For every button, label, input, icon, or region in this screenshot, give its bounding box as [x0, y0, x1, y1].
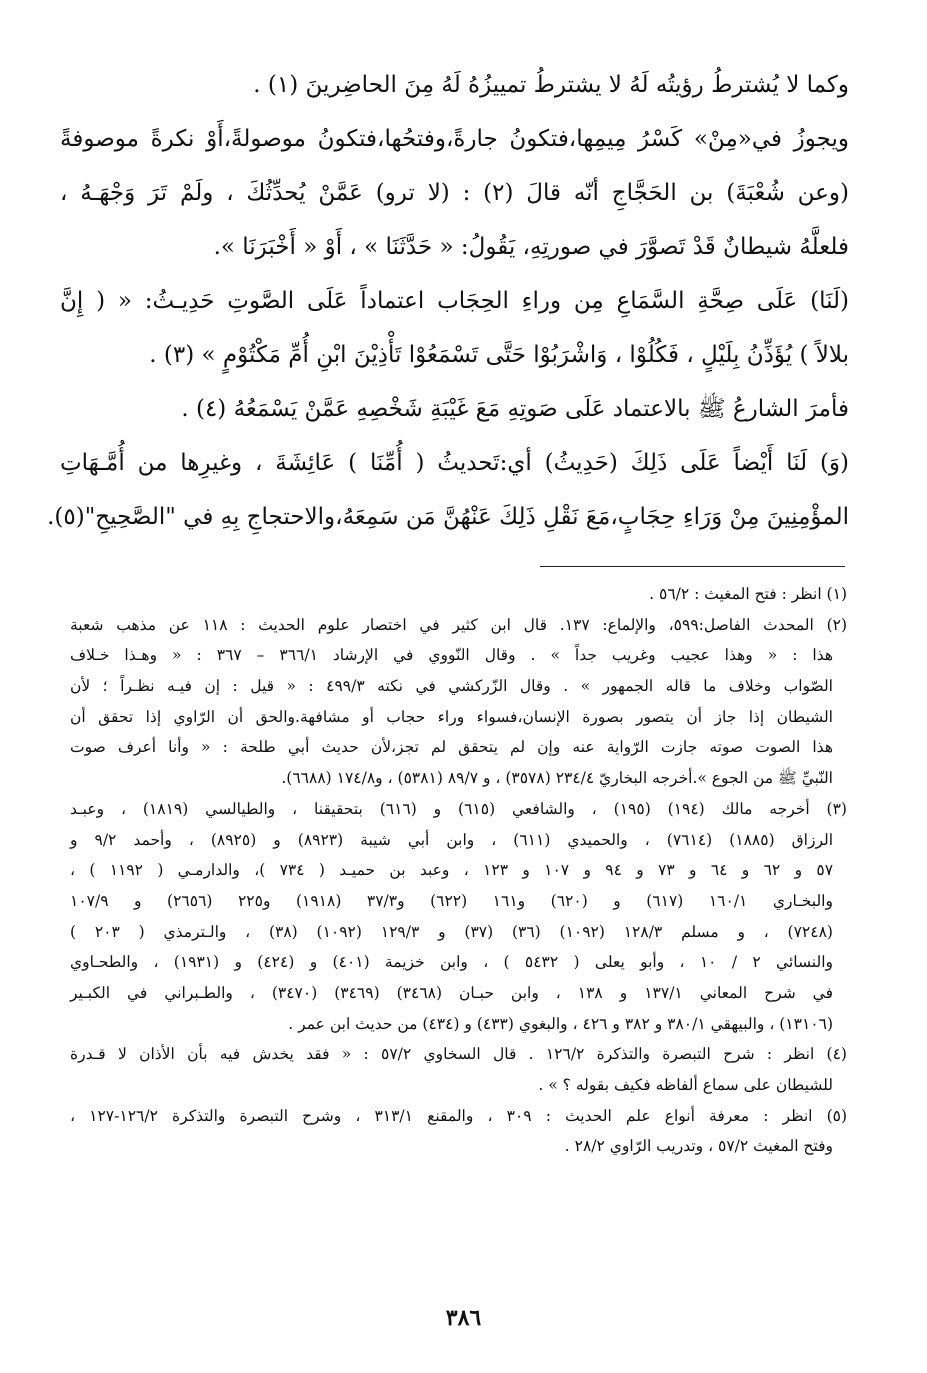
main-line: (وَ) لَنَا أَيْضاً عَلَى ذَلِكَ (حَدِيثُ) أي:تَحديثُ ( أُمِّنَا ) عَائِشَةَ ، وغيرِها من أُمَّـهَاتِ — [60, 450, 849, 476]
footnote-line: (٥) انظر : معرفة أنواع علم الحديث : ٣٠٩ ، والمقنع ٣١٣/١ ، وشرح التبصرة والتذكرة ١٢٦/٢-١٢٧ ، — [70, 1106, 848, 1125]
main-line: (لَنَا) عَلَى صِحَّةِ السَّمَاعِ مِن وراءِ الحِجَاب اعتماداً عَلَى الصَّوتِ حَدِيـثُ: « ( إِنَّ — [60, 288, 849, 314]
main-line: فأمرَ الشارعُ ﷺ بالاعتماد عَلَى صَوتِهِ مَعَ غَيْبَةِ شَخْصِهِ عَمَّنْ يَسْمَعُهُ (٤) . — [181, 396, 849, 422]
main-text — [47, 70, 849, 556]
main-line: (وعن شُعْبَةَ) بن الحَجَّاجِ أنّه قالَ (٢) : (لا ترو) عَمَّنْ يُحدِّثُكَ ، ولَمْ تَرَ وَجْهَـهُ ، — [60, 180, 849, 206]
footnotes — [70, 584, 847, 1167]
footnote-line: في شرح المعاني ١٣٧/١ و ١٣٨ ، وابن حبـان (٣٤٦٨) (٣٤٦٩) (٣٤٧٠) ، والطـبراني في الكبـير — [70, 983, 833, 1002]
footnote-line: الرزاق (١٨٨٥) (٧٦١٤) ، والحميدي (٦١١) ، وابن أبي شيبة (٨٩٢٣) و (٨٩٢٥) ، وأحمد ٩/٢ و — [70, 830, 834, 849]
footnote-line: (١) انظر : فتح المغيث : ٥٦/٢ . — [649, 585, 847, 603]
footnote-line: (٧٢٤٨) ، و مسلم ١٢٨/٣ (١٠٩٢) (٣٦) (٣٧) و ١٢٩/٣ (١٠٩٢) (٣٨) ، والـترمذي ( ٢٠٣ ) — [70, 922, 833, 941]
footnote-line: الشيطان إذا جاز أن يتصور بصورة الإنسان،فسواء وراء حجاب أو مشافهة.والحق أن الرّاوي إذا تحقق أن — [70, 707, 833, 726]
footnote-line: (١٣١٠٦) ، والبيهقي ٣٨٠/١ و ٣٨٢ و ٤٢٦ ، والبغوي (٤٣٣) و (٤٣٤) من حديث ابن عمر . — [288, 1014, 833, 1033]
footnote-line: والنسائي ٢ / ١٠ ، وأبو يعلى ( ٥٤٣٢ ) ، وابن خزيمة (٤٠١) و (٤٢٤) و (١٩٣١) ، والطحـاوي — [70, 953, 834, 972]
main-line: وكما لا يُشترطُ رؤيتُه لَهُ لا يشترطُ تمييزُهُ لَهُ مِنَ الحاضِرينَ (١) . — [253, 72, 849, 98]
page-number: ٣٨٦ — [445, 1305, 482, 1331]
footnote-line: للشيطان على سماع ألفاظه فكيف بقوله ؟ » . — [538, 1076, 833, 1094]
footnote-divider — [540, 566, 845, 567]
footnote-line: ٥٧ و ٦٢ و ٦٤ و ٧٣ و ٩٤ و ١٠٧ و ١٢٣ ، وعبد بن حميـد ( ٧٣٤ )، والدارمـي ( ١١٩٢ ) ، — [70, 861, 834, 880]
footnote-line: والبخـاري ١٦٠/١ (٦١٧) و (٦٢٠) و١٦١ (٦٢٢) و٣٧/٣ (١٩١٨) و٢٢٥ (٢٦٥٦) و ١٠٧/٩ — [70, 891, 833, 910]
footnote-line: الصّواب وخلاف ما قاله الجمهور » . وقال الزّركشي في نكته ٤٩٩/٣ : « قيل : إن فيـه نظـراً ؛ لأن — [70, 677, 833, 696]
footnote-line: النّبيِّ ﷺ من الجوع ».أخرجه البخاريّ ٢٣٤/٤ (٣٥٧٨) ، و ٨٩/٧ (٥٣٨١) ، و١٧٤/٨ (٦٦٨٨). — [281, 769, 833, 788]
footnote-line: هذا : « وهذا عجيب وغريب جداً » . وقال النّووي في الإرشاد ٣٦٦/١ – ٣٦٧ : « وهـذا خـلاف — [70, 646, 834, 665]
main-line: ويجوزُ في«مِنْ» كَسْرُ مِيمِها،فتكونُ جارةً،وفتحُها،فتكونُ موصولةً،أَوْ نكرةً موصوفةً — [60, 126, 849, 152]
footnote-line: (٤) انظر : شرح التبصرة والتذكرة ١٢٦/٢ . قال السخاوي ٥٧/٢ : « فقد يخدش فيه بأن الأذان لا قـدرة — [70, 1045, 847, 1064]
main-line: المؤْمِنِينَ مِنْ وَرَاءِ حِجَابٍ،مَعَ نَقْلِ ذَلِكَ عَنْهُنَّ مَن سَمِعَهُ،والاحتجاجِ بِهِ في "الصَّحِيحِ"(٥). — [47, 504, 849, 530]
main-line: فلعلَّهُ شيطانٌ قَدْ تَصوَّرَ في صورتِهِ، يَقُولُ: « حَدَّثَنَا » ، أَوْ « أَخْبَرَنَا ». — [213, 234, 849, 260]
footnote-line: وفتح المغيث ٥٧/٢ ، وتدريب الرّاوي ٢٨/٢ . — [564, 1137, 833, 1156]
footnote-line: (٢) المحدث الفاصل:٥٩٩، والإلماع: ١٣٧. قال ابن كثير في اختصار علوم الحديث : ١١٨ عن مذهب شعبة — [70, 615, 848, 634]
main-line: بلالاً ) يُؤَذِّنُ بِلَيْلٍ ، فَكُلُوْا ، وَاشْرَبُوْا حَتَّى تَسْمَعُوْا تَأْذِيْنَ ابْنِ أُمِّ مَكْتُوْمٍ » (٣) . — [149, 342, 849, 368]
footnote-line: هذا الصوت صوته جازت الرّواية عنه وإن لم يتحقق لم تجز،لأن حديث أبي طلحة : « وأنا أعرف صوت — [70, 738, 833, 757]
footnote-line: (٣) أخرجه مالك (١٩٤) (١٩٥) ، والشافعي (٦١٥) و (٦١٦) بتحقيقنا ، والطيالسي (١٨١٩) ، وعبـد — [70, 799, 847, 818]
